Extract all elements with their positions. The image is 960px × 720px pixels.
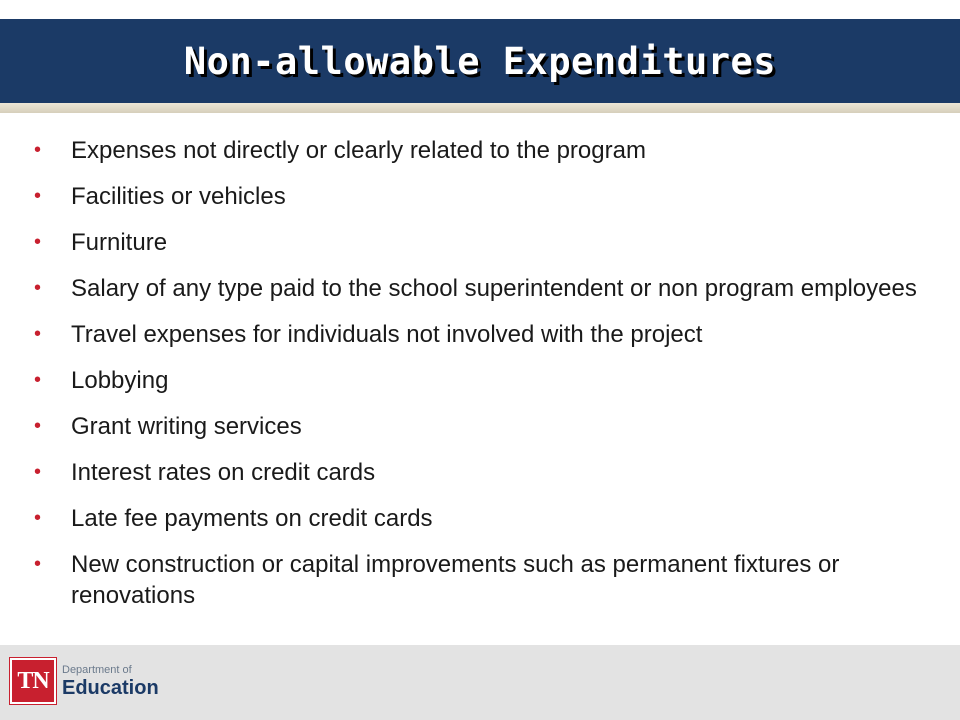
bullet-item (34, 135, 920, 166)
bullet-icon: • (34, 461, 42, 483)
bullet-text: Travel expenses for individuals not involved with the project (71, 321, 703, 348)
bullet-item (34, 273, 920, 304)
slide-title: Non-allowable Expenditures (183, 39, 777, 83)
bullet-text: Salary of any type paid to the school superintendent or non program employees (71, 275, 917, 302)
bullet-icon: • (34, 553, 42, 575)
bullet-text: Late fee payments on credit cards (71, 505, 433, 532)
bullet-icon: • (34, 415, 42, 437)
bullet-item (34, 181, 920, 212)
bullet-text: Furniture (71, 229, 168, 256)
bullet-icon: • (34, 185, 42, 207)
title-bar (0, 19, 960, 103)
bullet-item (34, 227, 920, 258)
bullet-item (34, 319, 920, 350)
logo-department-text: Department of (62, 663, 132, 676)
logo-education-text: Education (62, 676, 159, 699)
bullet-item (34, 411, 920, 442)
bullet-text: Facilities or vehicles (71, 183, 286, 210)
bullet-item (34, 503, 920, 534)
slide-content (0, 135, 960, 626)
bullet-text: Interest rates on credit cards (71, 459, 376, 486)
bullet-text: Grant writing services (71, 413, 302, 440)
bullet-text: Lobbying (71, 367, 169, 394)
tn-logo-icon (10, 658, 56, 704)
bullet-text: New construction or capital improvements such as permanent fixtures or renovations (71, 551, 840, 609)
bullet-icon: • (34, 277, 42, 299)
bullet-icon: • (34, 369, 42, 391)
bullet-icon: • (34, 139, 42, 161)
bullet-icon: • (34, 507, 42, 529)
bullet-item (34, 457, 920, 488)
top-strip (0, 0, 960, 19)
bullet-item (34, 365, 920, 396)
bullet-list (0, 135, 960, 611)
tn-education-logo (10, 658, 159, 704)
logo-wordmark (62, 664, 159, 699)
bullet-item (34, 549, 920, 611)
title-accent-stripe (0, 103, 960, 113)
bullet-icon: • (34, 231, 42, 253)
logo-mark: TN (17, 667, 49, 694)
bullet-text: Expenses not directly or clearly related to the program (71, 137, 646, 164)
bullet-icon: • (34, 323, 42, 345)
